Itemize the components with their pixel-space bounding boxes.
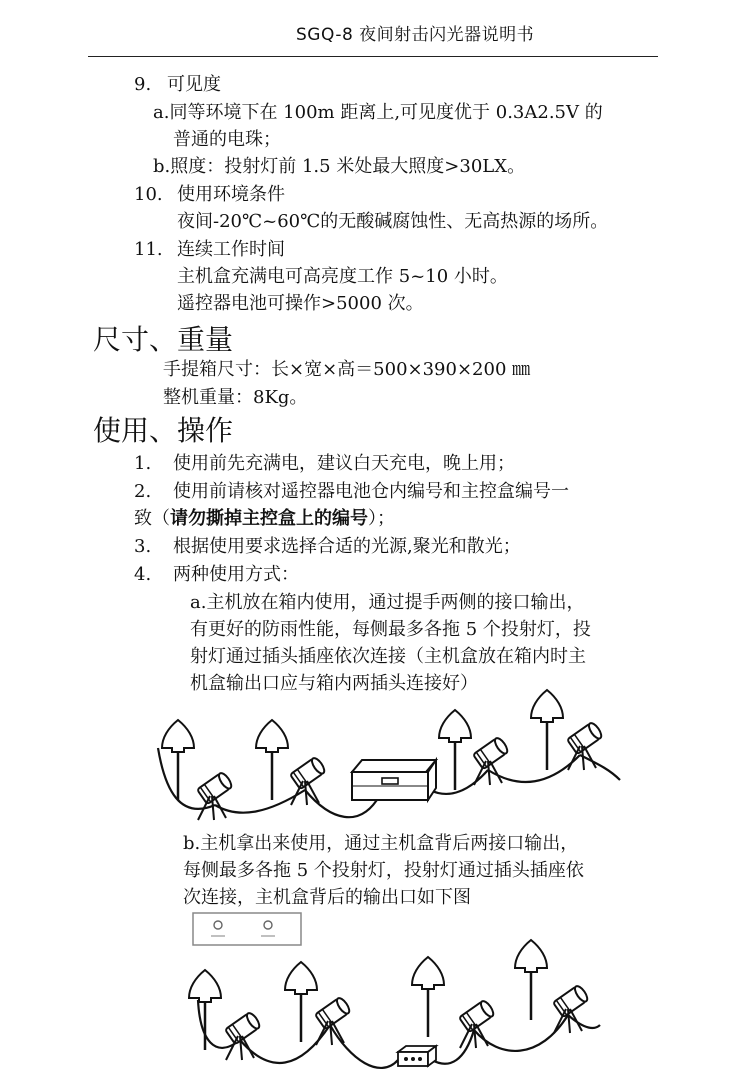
usage-item-2-number: 2. bbox=[134, 481, 152, 502]
usage-item-1-text: 使用前先充满电，建议白天充电，晚上用； bbox=[173, 453, 515, 474]
spec-9b-line: b.照度：投射灯前 1.5 米处最大照度>30LX。 bbox=[153, 156, 526, 177]
spec-11-line1: 主机盒充满电可高亮度工作 5~10 小时。 bbox=[177, 266, 508, 287]
document-title: SGQ-8 夜间射击闪光器说明书 bbox=[296, 25, 535, 45]
usage-heading: 使用、操作 bbox=[93, 414, 234, 447]
spec-9a-line1: a.同等环境下在 100m 距离上,可见度优于 0.3A2.5V 的 bbox=[153, 102, 603, 123]
usage-item-4-number: 4. bbox=[134, 564, 152, 585]
spec-9a-line2: 普通的电珠； bbox=[173, 129, 281, 150]
usage-item-3-number: 3. bbox=[134, 536, 152, 557]
target-icon bbox=[285, 962, 317, 1042]
mode-a-line4: 机盒输出口应与箱内两插头连接好） bbox=[190, 673, 478, 694]
weight-line: 整机重量：8Kg。 bbox=[163, 387, 308, 408]
mode-a-line3: 射灯通过插头插座依次连接（主机盒放在箱内时主 bbox=[190, 646, 586, 667]
usage-item-2-cont-pre: 致（ bbox=[134, 508, 170, 529]
spec-10-number: 10. bbox=[134, 184, 163, 205]
target-icon bbox=[189, 970, 221, 1050]
usage-item-3-text: 根据使用要求选择合适的光源,聚光和散光； bbox=[173, 536, 521, 557]
mode-a-line2: 有更好的防雨性能，每侧最多各拖 5 个投射灯，投 bbox=[190, 619, 591, 640]
spec-11-line2: 遥控器电池可操作>5000 次。 bbox=[177, 293, 424, 314]
mode-b-line2: 每侧最多各拖 5 个投射灯，投射灯通过插头插座依 bbox=[183, 860, 584, 881]
size-weight-heading: 尺寸、重量 bbox=[93, 323, 234, 356]
spec-9-number: 9. bbox=[134, 74, 152, 95]
target-icon bbox=[412, 957, 444, 1037]
usage-item-2-text: 使用前请核对遥控器电池仓内编号和主控盒编号一 bbox=[173, 481, 569, 502]
usage-item-1-number: 1. bbox=[134, 453, 152, 474]
mode-b-line1: b.主机拿出来使用，通过主机盒背后两接口输出， bbox=[183, 833, 579, 854]
mode-a-line1: a.主机放在箱内使用，通过提手两侧的接口输出， bbox=[190, 592, 585, 613]
spec-11-title: 连续工作时间 bbox=[177, 239, 285, 260]
spotlight-icon bbox=[225, 1011, 262, 1060]
spec-10-line: 夜间-20℃~60℃的无酸碱腐蚀性、无高热源的场所。 bbox=[177, 211, 609, 232]
target-icon bbox=[515, 940, 547, 1020]
spec-9-title: 可见度 bbox=[167, 74, 221, 95]
mode-b-line3: 次连接，主机盒背后的输出口如下图 bbox=[183, 887, 471, 908]
usage-item-2-cont-post: ）； bbox=[368, 508, 395, 529]
spotlight-icon bbox=[459, 999, 496, 1048]
control-box-icon bbox=[398, 1046, 436, 1066]
spec-10-title: 使用环境条件 bbox=[177, 184, 285, 205]
case-size-line: 手提箱尺寸：长×宽×高＝500×390×200 ㎜ bbox=[163, 359, 531, 380]
spec-11-number: 11. bbox=[134, 239, 163, 260]
spotlight-icon bbox=[315, 996, 352, 1045]
usage-item-2-warning: 请勿撕掉主控盒上的编号 bbox=[170, 508, 368, 529]
usage-item-4-text: 两种使用方式： bbox=[173, 564, 299, 585]
